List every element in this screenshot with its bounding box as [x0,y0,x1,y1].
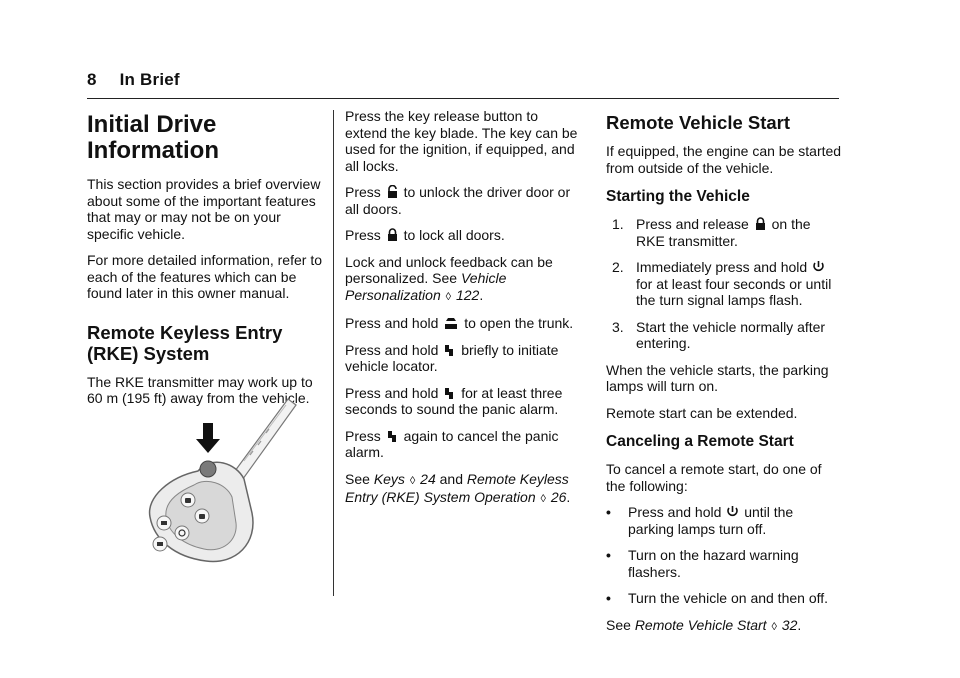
see-also-paragraph: See Keys ◊ 24 and Remote Keyless Entry (RKE) System Operation ◊ 26. [345,470,571,505]
panic-icon [387,429,398,443]
cancel-options [606,504,842,607]
cancel-intro: To cancel a remote start, do one of the following: [606,461,822,494]
column-divider [333,110,334,596]
lock-icon [387,228,398,242]
horn-icon [444,343,455,357]
column-1 [87,108,323,417]
trunk-hold-icon [444,316,458,330]
starting-vehicle-heading: Starting the Vehicle [606,188,750,205]
list-item: • Turn the vehicle on and then off. [606,590,829,606]
cancel-panic-paragraph: Press again to cancel the panic alarm. [345,427,559,460]
more-info-paragraph: For more detailed information, refer to each of the features which can be found later in this owner manual. [87,252,322,301]
key-release-paragraph: Press the key release button to extend the key blade. The key can be used for the ignition, if equipped, and all locks. [345,108,578,174]
trunk-paragraph: Press and hold to open the trunk. [345,315,574,331]
remote-start-icon [813,260,824,274]
see-remote-start-paragraph: See Remote Vehicle Start ◊ 32. [606,616,802,633]
panic-icon [444,386,455,400]
rke-heading: Remote Keyless Entry (RKE) System [87,321,283,364]
list-item: 2. Immediately press and hold for at least four seconds or until the turn signal lamps flash. [612,259,832,308]
unlock-icon [387,185,398,199]
remote-start-icon [727,505,738,519]
extend-paragraph: Remote start can be extended. [606,404,798,421]
list-item: • Press and hold until the parking lamps turn off. [606,504,794,537]
list-item: • Turn on the hazard warning flashers. [606,547,799,580]
section-title: In Brief [119,70,180,89]
locator-paragraph: Press and hold briefly to initiate vehicle locator. [345,341,559,374]
canceling-heading: Canceling a Remote Start [606,433,794,450]
starting-steps [606,216,842,352]
rke-range-paragraph: The RKE transmitter may work up to 60 m (195 ft) away from the vehicle. [87,373,313,406]
rke-operation-link[interactable]: Remote Keyless Entry (RKE) System Operation ◊ 26 [345,470,569,505]
panic-paragraph: Press and hold for at least three seconds to sound the panic alarm. [345,384,563,417]
unlock-paragraph: Press to unlock the driver door or all doors. [345,184,571,217]
key-blade [232,399,296,483]
header-rule [87,98,839,99]
remote-start-heading: Remote Vehicle Start [606,112,791,133]
vehicle-personalization-link[interactable]: Vehicle Personalization ◊ 122 [345,270,507,303]
intro-paragraph: This section provides a brief overview about some of the important features that may or may not be on your specific vehicle. [87,176,321,242]
lock-paragraph: Press to lock all doors. [345,227,505,243]
remote-start-button [175,526,189,540]
initial-drive-heading: Initial Drive Information [87,111,219,164]
list-item: 3. Start the vehicle normally after entering. [612,318,826,351]
parking-lamps-paragraph: When the vehicle starts, the parking lamps will turn on. [606,361,829,394]
release-arrow-icon [196,423,220,453]
page-header [87,70,180,90]
key-release-button [200,461,216,477]
page-number: 8 [87,70,97,89]
column-3 [606,108,842,645]
lock-icon [755,217,766,231]
remote-start-intro: If equipped, the engine can be started from outside of the vehicle. [606,143,842,176]
remote-vehicle-start-link[interactable]: Remote Vehicle Start ◊ 32 [634,616,798,633]
feedback-paragraph: Lock and unlock feedback can be personalized. See Vehicle Personalization ◊ 122. [345,253,553,303]
column-2 [345,108,583,518]
keys-link[interactable]: Keys ◊ 24 [373,470,436,487]
key-fob-illustration [140,393,300,569]
list-item: 1. Press and release on the RKE transmitter. [612,216,811,249]
